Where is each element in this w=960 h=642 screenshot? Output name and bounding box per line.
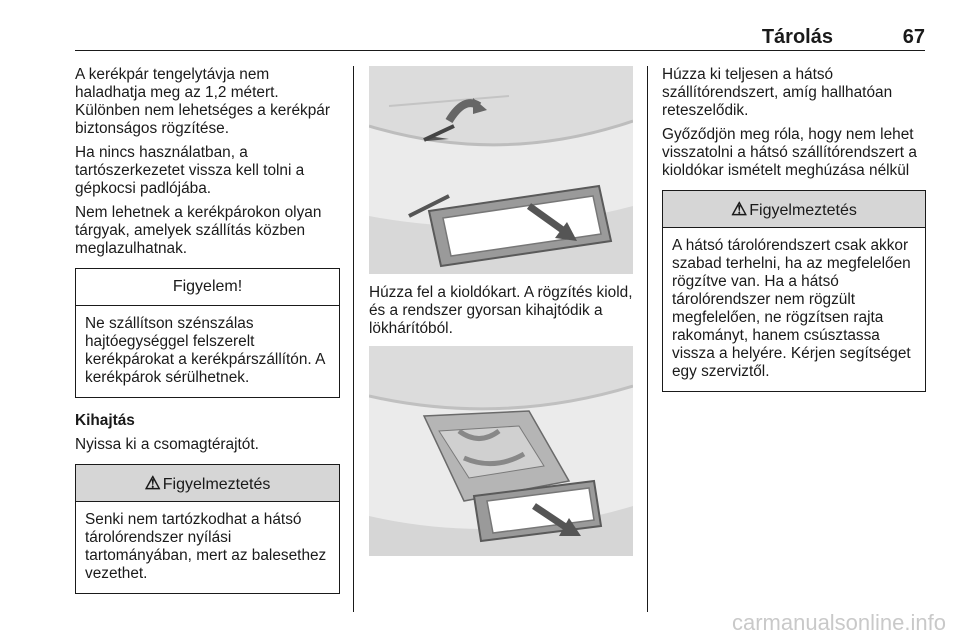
warning-title: Figyelmeztetés <box>749 202 857 219</box>
warning-header <box>76 465 339 502</box>
column-right <box>662 66 926 406</box>
warning-title: Figyelmeztetés <box>162 476 271 493</box>
paragraph: Ha nincs használatban, a tartószerkezetet vissza kell tolni a gépkocsi padlójába. <box>75 144 305 197</box>
page-header <box>75 24 925 51</box>
notice-body: Ne szállítson szénszálas hajtóegységgel felszerelt kerékpárokat a kerékpárszállítón. A kerékpárok sérülhetnek. <box>85 315 325 386</box>
notice-title: Figyelem! <box>76 269 339 306</box>
paragraph: Nyissa ki a csomagtérajtót. <box>75 436 259 453</box>
warning-body: Senki nem tartózkodhat a hátsó tárolórendszer nyílási tartományában, mert az balesethez vezethet. <box>85 511 327 582</box>
paragraph: Húzza ki teljesen a hátsó szállítórendszert, amíg hallhatóan reteszelődik. <box>662 66 893 119</box>
subheading: Kihajtás <box>75 412 135 429</box>
notice-box <box>75 268 340 398</box>
section-title: Tárolás <box>761 26 833 48</box>
paragraph: Győződjön meg róla, hogy nem lehet visszatolni a hátsó szállítórendszert a kioldókar ismételt meghúzása nélkül <box>662 126 917 179</box>
warning-header <box>663 191 925 228</box>
column-divider <box>353 66 354 612</box>
paragraph: Húzza fel a kioldókart. A rögzítés kiold, és a rendszer gyorsan kihajtódik a lökhárítóból. <box>369 284 633 337</box>
paragraph: Nem lehetnek a kerékpárokon olyan tárgyak, amelyek szállítás közben meglazulhatnak. <box>75 204 322 257</box>
warning-box <box>662 190 926 392</box>
page-number: 67 <box>902 26 925 48</box>
warning-icon: ⚠ <box>144 473 161 493</box>
column-middle <box>369 66 633 556</box>
column-divider <box>647 66 648 612</box>
illustration-release-lever <box>369 66 633 274</box>
watermark: carmanualsonline.info <box>731 610 946 635</box>
paragraph: A kerékpár tengelytávja nem haladhatja meg az 1,2 métert. Különben nem lehetséges a kerékpár biztonságos rögzítése. <box>75 66 330 137</box>
warning-icon: ⚠ <box>731 199 748 219</box>
illustration-carrier-out <box>369 346 633 556</box>
warning-body: A hátsó tárolórendszert csak akkor szabad terhelni, ha az megfelelően rögzítve van. Ha a hátsó tárolórendszer nem rögzült megfelelően, ne rögzítsen rajta rakományt, hanem csúsztassa vissza a helyére. Kérjen segítséget egy szerviztől. <box>672 237 911 380</box>
column-left <box>75 66 340 608</box>
warning-box <box>75 464 340 594</box>
